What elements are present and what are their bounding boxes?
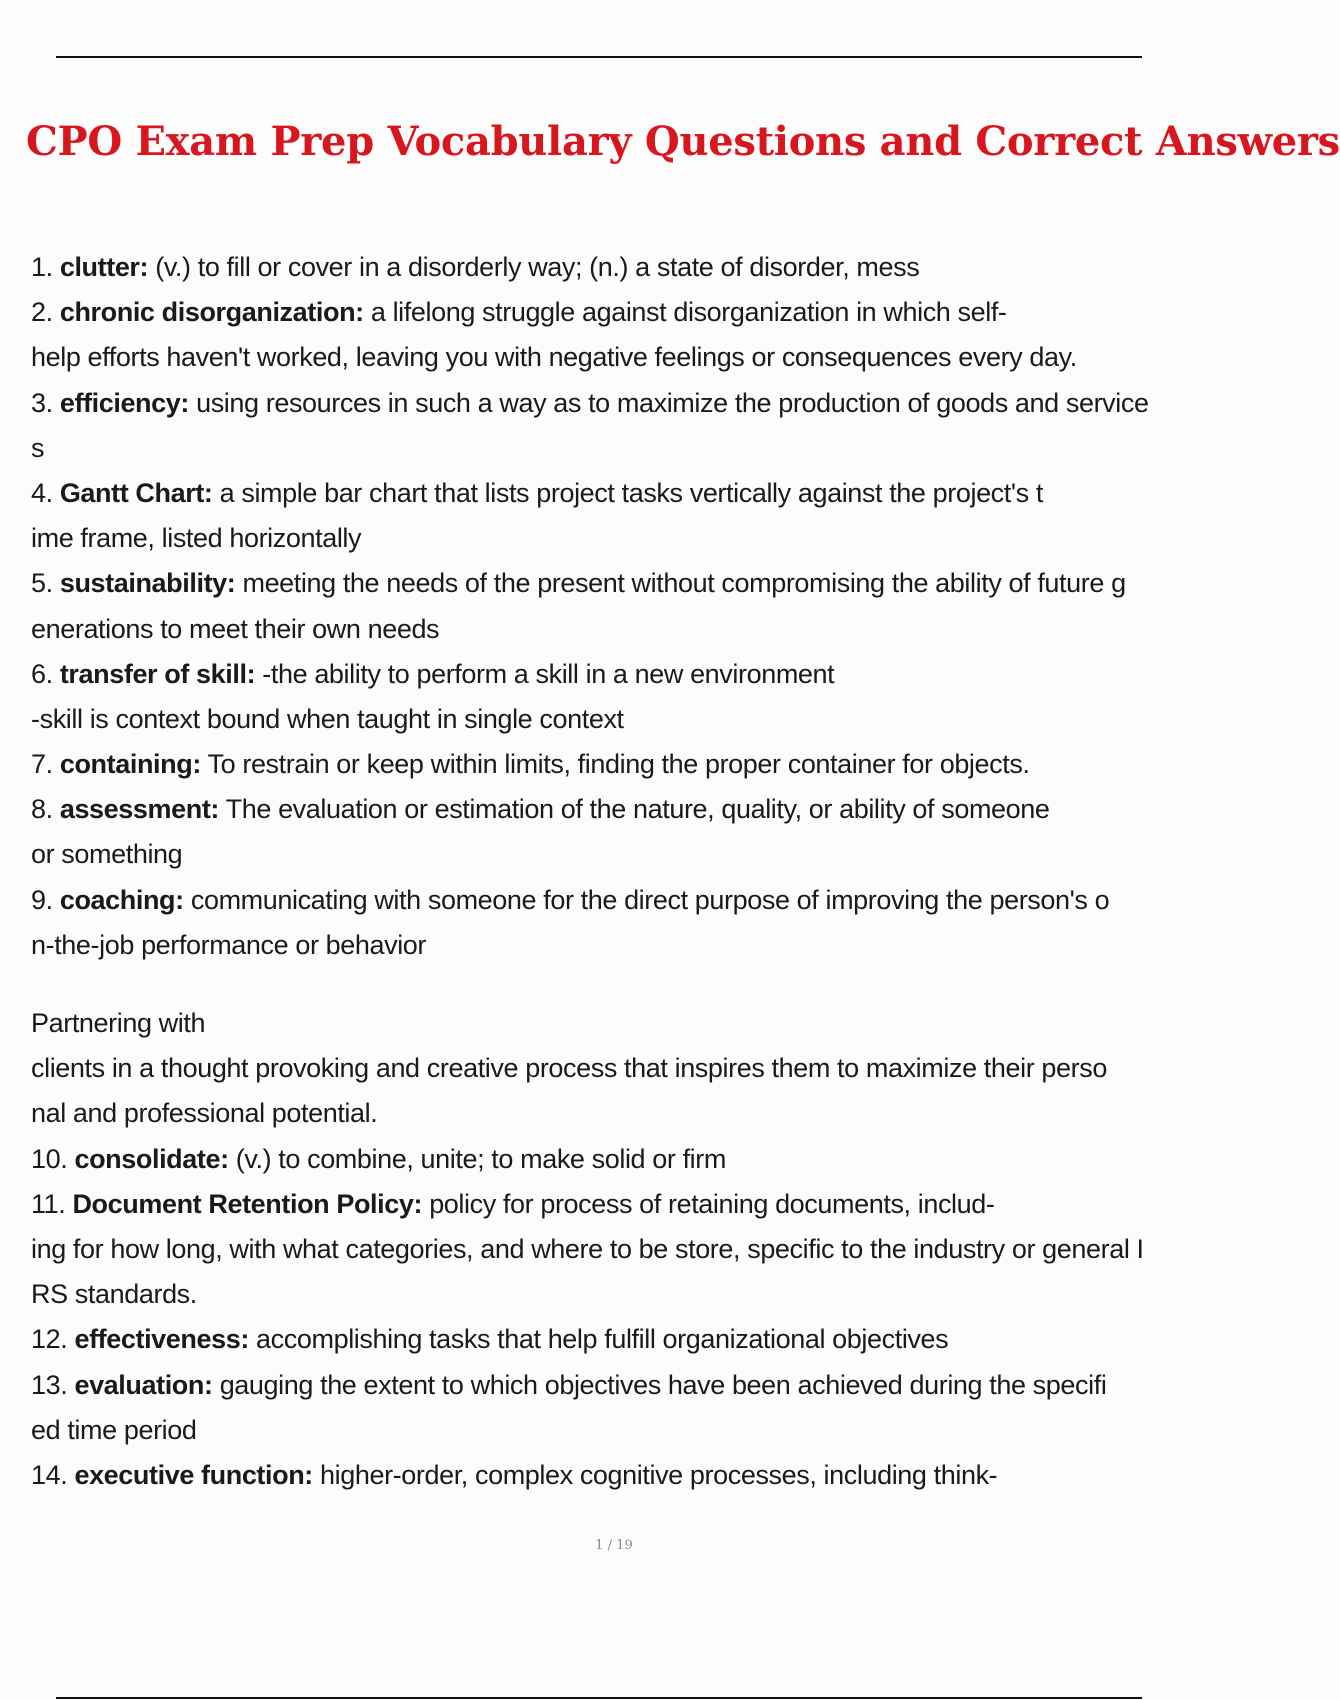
entry-definition-continued: -skill is context bound when taught in single context (31, 703, 624, 734)
vocab-entry (31, 1363, 1200, 1408)
entry-continuation (31, 516, 1200, 561)
entry-definition-continued: ed time period (31, 1414, 197, 1445)
entry-number: 2. (31, 297, 53, 328)
vocab-entry (31, 1182, 1200, 1227)
entry-definition: a lifelong struggle against disorganization in which self- (363, 297, 1007, 328)
entry-term: assessment: (59, 794, 220, 825)
bottom-rule (56, 1697, 1142, 1699)
entry-number: 11. (31, 1188, 66, 1219)
entry-term: Document Retention Policy: (72, 1188, 423, 1219)
vocab-entry (31, 878, 1200, 923)
entry-continuation (31, 335, 1200, 380)
entry-term: effectiveness: (74, 1324, 249, 1355)
entry-number: 13. (31, 1369, 68, 1400)
entry-continuation (31, 1001, 1200, 1046)
entry-definition: To restrain or keep within limits, finding the proper container for objects. (200, 749, 1030, 780)
vocab-entry (31, 1137, 1200, 1182)
page-title: CPO Exam Prep Vocabulary Questions and Correct Answers (26, 118, 1340, 165)
entry-definition-continued: clients in a thought provoking and creative process that inspires them to maximize their perso (31, 1053, 1107, 1084)
entry-number: 3. (31, 387, 53, 418)
vocab-entry (31, 787, 1200, 832)
entry-definition: (v.) to combine, unite; to make solid or firm (228, 1143, 726, 1174)
vocab-entry (31, 652, 1200, 697)
entry-definition: gauging the extent to which objectives have been achieved during the specifi (212, 1369, 1107, 1400)
entry-continuation (31, 697, 1200, 742)
entry-definition-continued: nal and professional potential. (31, 1098, 378, 1129)
entry-term: evaluation: (74, 1369, 213, 1400)
entry-definition: policy for process of retaining documents, includ- (422, 1188, 995, 1219)
entry-continuation (31, 426, 1200, 471)
entry-continuation (31, 923, 1200, 968)
entry-definition-continued: ime frame, listed horizontally (31, 523, 362, 554)
entry-term: Gantt Chart: (59, 477, 213, 508)
entry-continuation (31, 1408, 1200, 1453)
entry-definition: accomplishing tasks that help fulfill organizational objectives (248, 1324, 949, 1355)
entry-number: 9. (31, 884, 53, 915)
entry-term: chronic disorganization: (59, 297, 364, 328)
entry-continuation (31, 968, 1200, 1001)
entry-definition-continued: ing for how long, with what categories, and where to be store, specific to the industry or general I (31, 1233, 1144, 1264)
vocab-entry (31, 1317, 1200, 1362)
entry-continuation (31, 1272, 1200, 1317)
entry-definition-continued: enerations to meet their own needs (31, 613, 440, 644)
entry-definition-continued: RS standards. (31, 1279, 197, 1310)
entry-term: efficiency: (59, 387, 189, 418)
entry-number: 4. (31, 477, 53, 508)
entry-definition-continued: or something (31, 839, 183, 870)
entry-number: 14. (31, 1459, 68, 1490)
vocab-entry (31, 471, 1200, 516)
entry-definition: -the ability to perform a skill in a new environment (255, 658, 835, 689)
entry-number: 7. (31, 749, 53, 780)
vocab-entry (31, 245, 1200, 290)
entry-term: sustainability: (59, 568, 236, 599)
entry-term: coaching: (59, 884, 184, 915)
entry-number: 5. (31, 568, 53, 599)
entry-number: 12. (31, 1324, 68, 1355)
entry-definition: meeting the needs of the present without compromising the ability of future g (235, 568, 1126, 599)
entry-continuation (31, 1227, 1200, 1272)
entry-term: clutter: (59, 252, 149, 282)
vocabulary-list (31, 245, 1200, 1498)
top-rule (56, 56, 1142, 58)
entry-number: 10. (31, 1143, 68, 1174)
entry-term: transfer of skill: (59, 658, 256, 689)
entry-continuation (31, 1091, 1200, 1136)
entry-definition: communicating with someone for the direct purpose of improving the person's o (183, 884, 1110, 915)
entry-definition-continued: s (31, 432, 45, 463)
vocab-entry (31, 1453, 1200, 1498)
vocab-entry (31, 290, 1200, 335)
entry-definition: a simple bar chart that lists project tasks vertically against the project's t (212, 477, 1043, 508)
entry-number: 1. (31, 252, 53, 282)
page-number: 1 / 19 (595, 1538, 633, 1553)
entry-definition-continued: n-the-job performance or behavior (31, 929, 427, 960)
entry-definition: higher-order, complex cognitive processes, including think- (312, 1459, 998, 1490)
entry-definition: using resources in such a way as to maximize the production of goods and service (188, 387, 1149, 418)
entry-term: executive function: (74, 1459, 313, 1490)
vocab-entry (31, 381, 1200, 426)
entry-definition: The evaluation or estimation of the nature, quality, or ability of someone (219, 794, 1050, 825)
entry-term: containing: (59, 749, 201, 780)
vocab-entry (31, 742, 1200, 787)
entry-continuation (31, 607, 1200, 652)
entry-definition: (v.) to fill or cover in a disorderly way; (n.) a state of disorder, mess (148, 252, 920, 282)
entry-definition-continued: help efforts haven't worked, leaving you with negative feelings or consequences every day. (31, 342, 1077, 373)
entry-term: consolidate: (74, 1143, 229, 1174)
entry-continuation (31, 832, 1200, 877)
entry-continuation (31, 1046, 1200, 1091)
entry-number: 6. (31, 658, 53, 689)
entry-number: 8. (31, 794, 53, 825)
vocab-entry (31, 561, 1200, 606)
entry-definition-continued: Partnering with (31, 1008, 206, 1038)
